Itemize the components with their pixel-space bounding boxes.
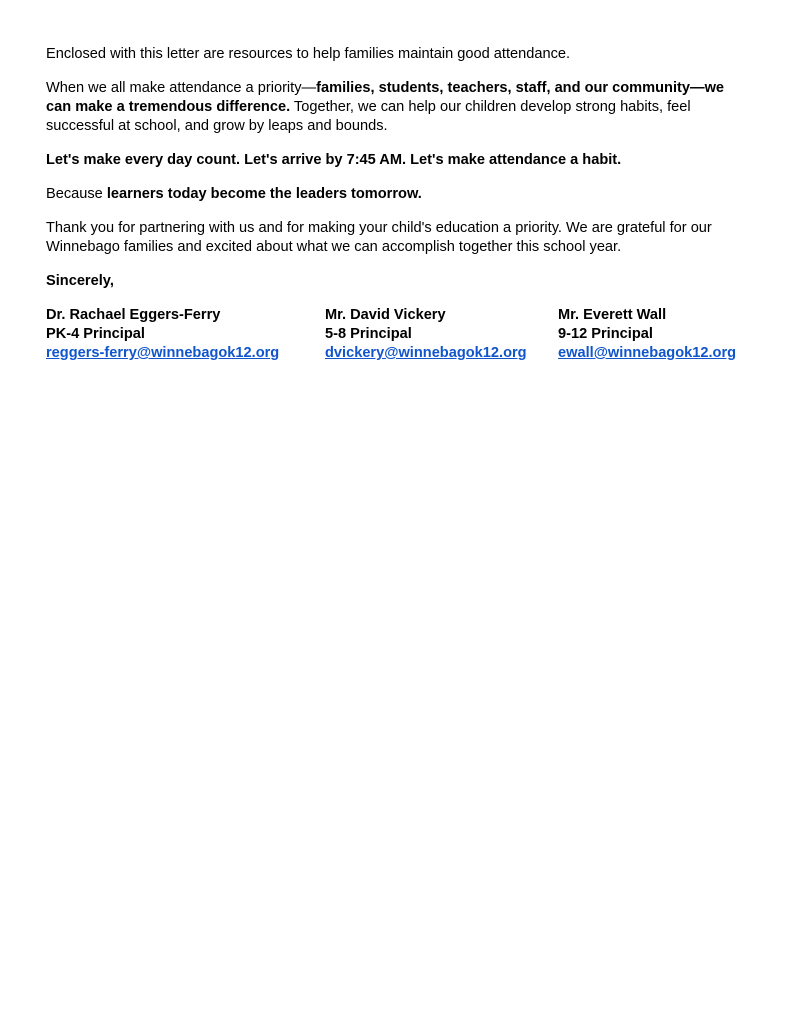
priority-intro-text: When we all make attendance a priority— — [46, 80, 317, 96]
signature-email-link[interactable]: dvickery@winnebagok12.org — [325, 345, 527, 361]
signature-email-link[interactable]: ewall@winnebagok12.org — [558, 345, 737, 361]
learners-intro-text: Because — [46, 186, 107, 202]
priority-rest-text: Together, we can help our children develop strong habits, feel successful at school, and grow by leaps and bounds. — [46, 99, 691, 134]
signature-pk4 — [46, 306, 279, 363]
signature-title: 5-8 Principal — [325, 326, 412, 342]
closing-text: Sincerely, — [46, 273, 114, 289]
signature-name: Dr. Rachael Eggers-Ferry — [46, 307, 221, 323]
learners-paragraph — [46, 185, 746, 204]
signature-name: Mr. David Vickery — [325, 307, 446, 323]
signature-email-link[interactable]: reggers-ferry@winnebagok12.org — [46, 345, 280, 361]
signature-title: 9-12 Principal — [558, 326, 653, 342]
resources-paragraph: Enclosed with this letter are resources to help families maintain good attendance. — [46, 46, 571, 62]
attendance-habit-text: Let's make every day count. Let's arrive by 7:45 AM. Let's make attendance a habit. — [46, 152, 622, 168]
learners-emphasis-text: learners today become the leaders tomorrow. — [106, 186, 422, 202]
closing — [46, 272, 746, 291]
signature-912 — [558, 306, 736, 363]
thank-you-paragraph: Thank you for partnering with us and for making your child's education a priority. We are grateful for our Winnebago families and excited about what we can accomplish together this school year. — [46, 220, 712, 255]
signature-title: PK-4 Principal — [46, 326, 145, 342]
signature-58 — [325, 306, 527, 363]
priority-paragraph — [46, 79, 746, 136]
letter-body — [46, 45, 746, 366]
priority-emphasis-text: families, students, teachers, staff, and our community—we can make a tremendous difference. — [46, 80, 725, 115]
signature-block — [46, 306, 746, 366]
attendance-habit-paragraph — [46, 151, 746, 170]
signature-name: Mr. Everett Wall — [558, 307, 667, 323]
